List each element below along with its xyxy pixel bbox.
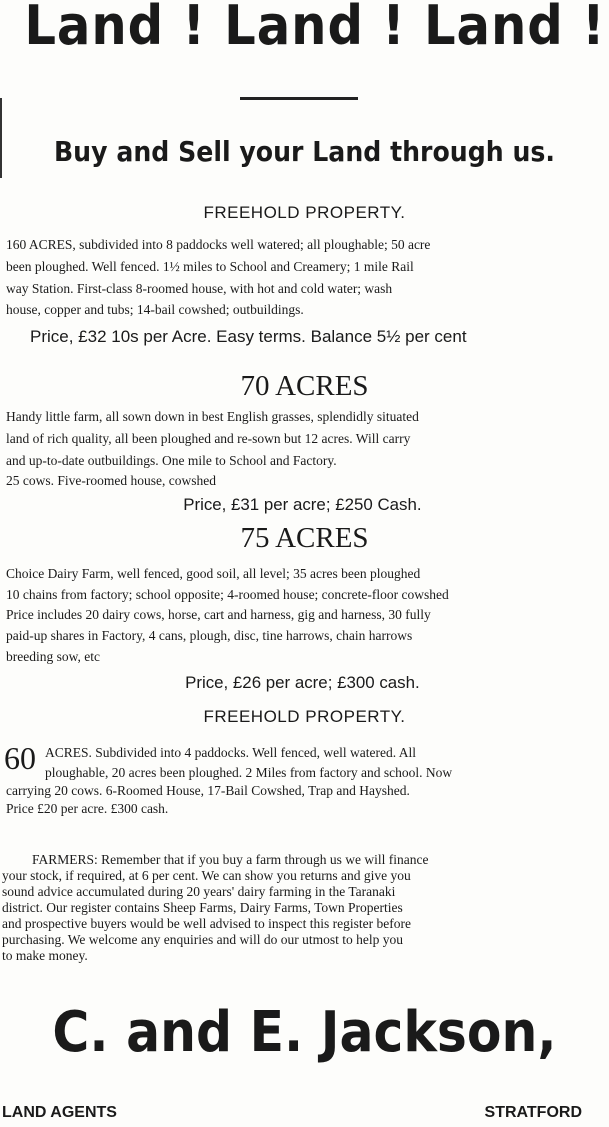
farmers-note-line: to make money. <box>2 948 88 963</box>
listing-4-line: carrying 20 cows. 6-Roomed House, 17-Bail Cowshed, Trap and Hayshed. <box>6 783 410 798</box>
footer-location: STRATFORD <box>484 1104 582 1121</box>
listing-4-line: ACRES. Subdivided into 4 paddocks. Well fenced, well watered. All <box>45 745 416 760</box>
listing-3-heading: 75 ACRES <box>240 522 369 554</box>
listing-1-line: house, copper and tubs; 14-bail cowshed; outbuildings. <box>6 302 304 317</box>
border-mark <box>0 98 2 178</box>
listing-2-line: 25 cows. Five-roomed house, cowshed <box>6 473 216 488</box>
listing-1-price: Price, £32 10s per Acre. Easy terms. Balance 5½ per cent <box>30 327 467 346</box>
headline: Land ! Land ! Land ! <box>24 0 606 57</box>
farmers-note-line: district. Our register contains Sheep Farms, Dairy Farms, Town Properties <box>2 900 403 915</box>
listing-1-heading: FREEHOLD PROPERTY. <box>203 203 406 222</box>
listing-3-line: breeding sow, etc <box>6 649 100 664</box>
listing-3-line: paid-up shares in Factory, 4 cans, plough, disc, tine harrows, chain harrows <box>6 628 413 643</box>
listing-4-acres-number: 60 <box>4 740 36 776</box>
listing-3-line: Choice Dairy Farm, well fenced, good soil, all level; 35 acres been ploughed <box>6 566 421 581</box>
listing-2-line: Handy little farm, all sown down in best English grasses, splendidly situated <box>6 409 419 424</box>
listing-1-line: 160 ACRES, subdivided into 8 paddocks well watered; all ploughable; 50 acre <box>6 237 431 252</box>
slogan: Buy and Sell your Land through us. <box>53 135 556 168</box>
farmers-note-line: FARMERS: Remember that if you buy a farm through us we will finance <box>32 852 429 867</box>
footer-land-agents: LAND AGENTS <box>2 1104 117 1121</box>
listing-4-line: ploughable, 20 acres been ploughed. 2 Miles from factory and school. Now <box>45 765 453 780</box>
farmers-note-line: and prospective buyers would be well advised to inspect this register before <box>2 916 412 931</box>
listing-2-heading: 70 ACRES <box>240 370 369 402</box>
listing-4-heading: FREEHOLD PROPERTY. <box>203 707 406 726</box>
listing-2-price: Price, £31 per acre; £250 Cash. <box>183 495 422 514</box>
listing-4-line: Price £20 per acre. £300 cash. <box>6 801 169 816</box>
listing-3-line: 10 chains from factory; school opposite; 4-roomed house; concrete-floor cowshed <box>6 587 449 602</box>
listing-1-line: way Station. First-class 8-roomed house, with hot and cold water; wash <box>6 281 393 296</box>
listing-3-price: Price, £26 per acre; £300 cash. <box>185 673 420 692</box>
farmers-note-line: sound advice accumulated during 20 years' dairy farming in the Taranaki <box>2 884 396 899</box>
decorative-rule <box>240 97 358 100</box>
listing-3-line: Price includes 20 dairy cows, horse, cart and harness, gig and harness, 30 fully <box>6 607 431 622</box>
listing-2-line: and up-to-date outbuildings. One mile to School and Factory. <box>6 453 337 468</box>
firm-name: C. and E. Jackson, <box>52 1000 557 1065</box>
listing-2-line: land of rich quality, all been ploughed and re-sown but 12 acres. Will carry <box>6 431 411 446</box>
farmers-note-line: purchasing. We welcome any enquiries and will do our utmost to help you <box>2 932 403 947</box>
farmers-note-line: your stock, if required, at 6 per cent. We can show you returns and give you <box>2 868 411 883</box>
listing-1-line: been ploughed. Well fenced. 1½ miles to School and Creamery; 1 mile Rail <box>6 259 414 274</box>
